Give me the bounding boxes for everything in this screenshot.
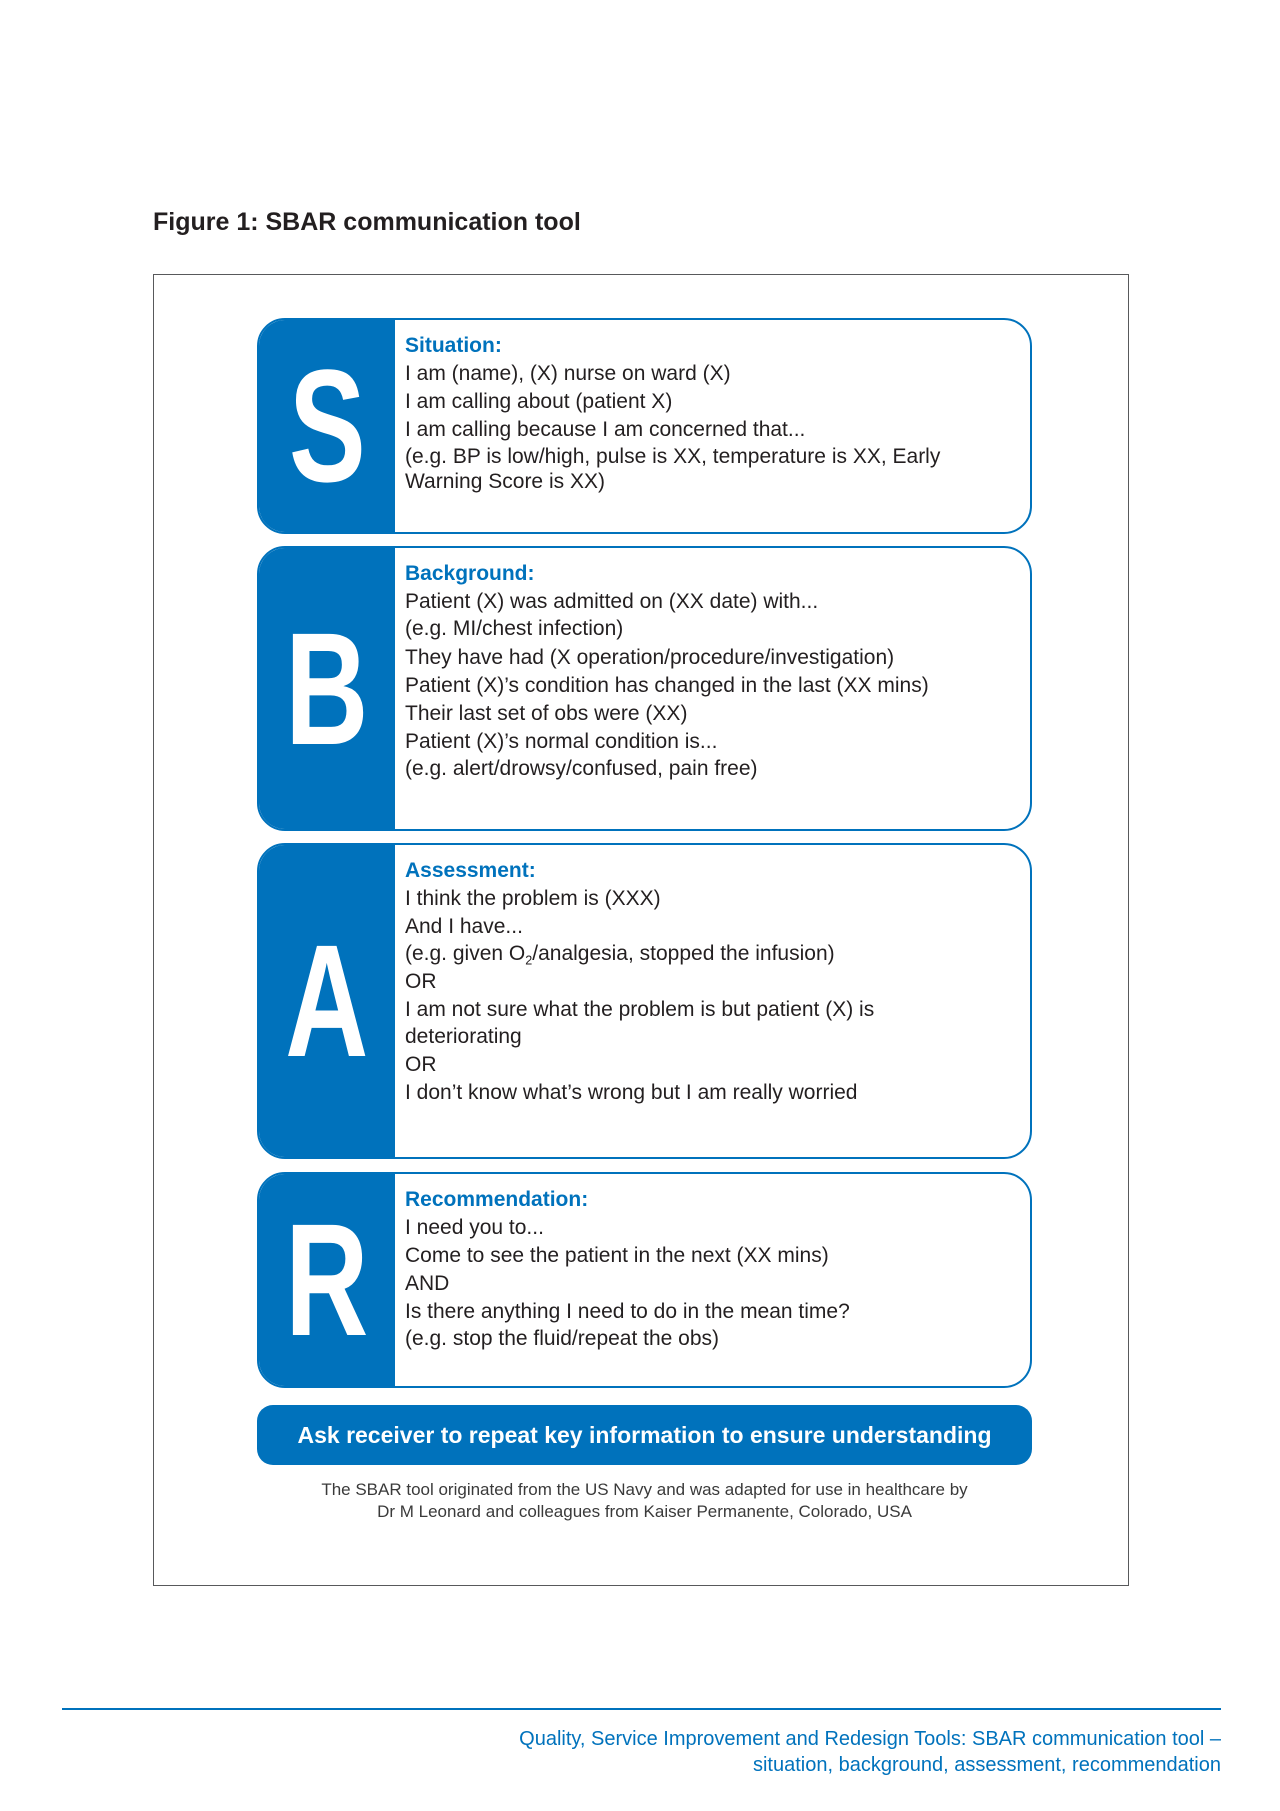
background-line: Patient (X)’s normal condition is... xyxy=(405,730,718,753)
page-footer-line: situation, background, assessment, recommendation xyxy=(752,1754,1221,1776)
assessment-content xyxy=(405,857,1016,1107)
assessment-line: deteriorating xyxy=(405,1025,522,1048)
background-line: (e.g. alert/drowsy/confused, pain free) xyxy=(405,757,758,780)
recommendation-line: (e.g. stop the fluid/repeat the obs) xyxy=(405,1327,720,1350)
sbar-letter-a: A xyxy=(259,845,395,1157)
assessment-line: (e.g. given $O_2$/analgesia, stopped the infusion) xyxy=(405,942,835,968)
situation-line: I am (name), (X) nurse on ward (X) xyxy=(405,362,731,385)
situation-line: I am calling because I am concerned that... xyxy=(405,418,806,441)
sbar-letter-s: S xyxy=(259,320,395,532)
assessment-heading: Assessment: xyxy=(405,859,536,882)
sbar-card-situation xyxy=(257,318,1032,534)
source-footnote xyxy=(257,1479,1032,1523)
background-line: Their last set of obs were (XX) xyxy=(405,702,688,725)
footnote-line: The SBAR tool originated from the US Navy and was adapted for use in healthcare by xyxy=(321,1480,968,1499)
repeat-key-info-banner: Ask receiver to repeat key information to ensure understanding xyxy=(257,1405,1032,1465)
sbar-card-recommendation xyxy=(257,1172,1032,1388)
recommendation-line: I need you to... xyxy=(405,1216,544,1239)
background-line: Patient (X)’s condition has changed in the last (XX mins) xyxy=(405,674,929,697)
situation-line: I am calling about (patient X) xyxy=(405,390,673,413)
assessment-line: And I have... xyxy=(405,915,523,938)
assessment-line: OR xyxy=(405,970,437,993)
background-heading: Background: xyxy=(405,562,535,585)
subscript-2: 2 xyxy=(525,953,533,968)
sbar-letter-b: B xyxy=(259,548,395,829)
situation-line: Warning Score is XX) xyxy=(405,470,605,493)
situation-line: (e.g. BP is low/high, pulse is XX, temperature is XX, Early xyxy=(405,445,941,468)
background-line: Patient (X) was admitted on (XX date) with... xyxy=(405,590,819,613)
recommendation-line: Is there anything I need to do in the mean time? xyxy=(405,1300,850,1323)
page-footer-line: Quality, Service Improvement and Redesign Tools: SBAR communication tool – xyxy=(519,1728,1221,1750)
assessment-line: I am not sure what the problem is but patient (X) is xyxy=(405,998,875,1021)
background-content xyxy=(405,560,1016,781)
background-line: (e.g. MI/chest infection) xyxy=(405,617,624,640)
sbar-card-assessment xyxy=(257,843,1032,1159)
page-footer xyxy=(519,1726,1221,1778)
background-line: They have had (X operation/procedure/investigation) xyxy=(405,646,895,669)
figure-title: Figure 1: SBAR communication tool xyxy=(153,208,581,236)
sbar-letter-r: R xyxy=(259,1174,395,1386)
recommendation-content xyxy=(405,1186,1016,1351)
footer-divider xyxy=(62,1708,1221,1710)
recommendation-heading: Recommendation: xyxy=(405,1188,589,1211)
sbar-card-background xyxy=(257,546,1032,831)
assessment-line: I don’t know what’s wrong but I am really worried xyxy=(405,1081,858,1104)
recommendation-line: Come to see the patient in the next (XX mins) xyxy=(405,1244,829,1267)
situation-content xyxy=(405,332,1016,494)
situation-heading: Situation: xyxy=(405,334,502,357)
assessment-line: I think the problem is (XXX) xyxy=(405,887,661,910)
recommendation-line: AND xyxy=(405,1272,450,1295)
footnote-line: Dr M Leonard and colleagues from Kaiser Permanente, Colorado, USA xyxy=(377,1502,912,1521)
assessment-line: OR xyxy=(405,1053,437,1076)
